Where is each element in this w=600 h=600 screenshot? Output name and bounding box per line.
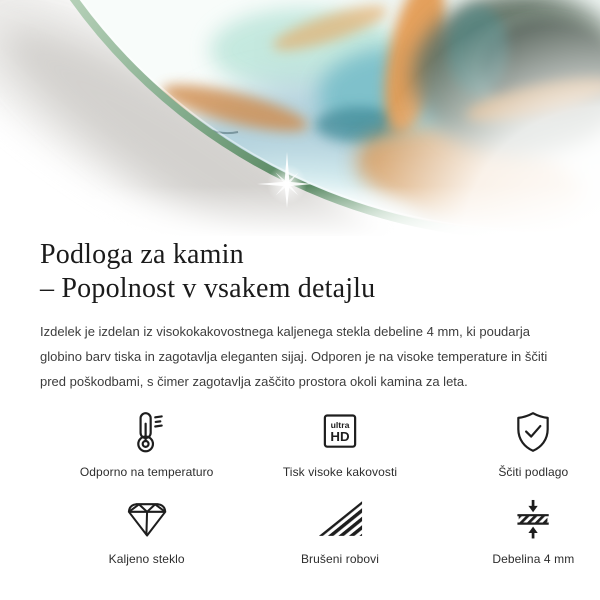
feature-label: Odporno na temperaturo [79,465,214,479]
beveled-edges-icon [313,497,367,541]
product-description: Izdelek je izdelan iz visokokakovostnega kaljenega stekla debeline 4 mm, ki poudarja globino barv tiska in zagotavlja eleganten sijaj. Odporen je na visoke temperature in ščiti pred poškodbami, s čimer zagotavlja zaščito prostora okoli kamina za leta. [40,324,548,389]
feature-grid [50,410,600,566]
glass-panel-artwork [0,0,600,236]
shield-check-icon [511,410,555,454]
feature-label: Kaljeno steklo [108,552,185,566]
title-line-1: Podloga za kamin [40,239,244,270]
feature-thickness [437,497,600,566]
feature-print-quality [243,410,436,479]
svg-text:HD: HD [330,429,350,445]
feature-label: Debelina 4 mm [492,552,575,566]
feature-heat-resistant [50,410,243,479]
thermometer-icon [125,410,169,454]
title-line-2: – Popolnost v vsakem detajlu [40,273,376,304]
feature-label: Brušeni robovi [300,552,380,566]
ultra-hd-icon [318,410,362,454]
feature-label: Ščiti podlago [498,465,569,479]
feature-label: Tisk visoke kakovosti [282,465,398,479]
feature-tempered-glass [50,497,243,566]
svg-text:ultra: ultra [330,419,350,430]
feature-polished-edges [243,497,436,566]
thickness-icon [506,497,560,541]
diamond-icon [120,497,174,541]
product-image [0,0,600,236]
feature-protects-surface [437,410,600,479]
page-title [40,238,560,306]
product-info [0,238,600,566]
